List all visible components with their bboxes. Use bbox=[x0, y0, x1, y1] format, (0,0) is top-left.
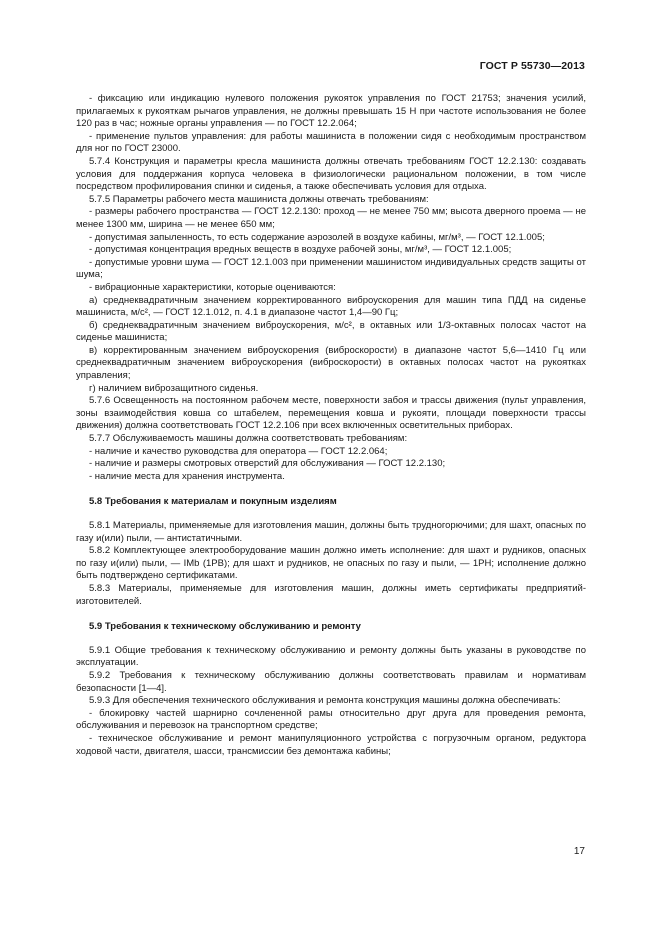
paragraph: - размеры рабочего пространства — ГОСТ 12.2.130: проход — не менее 750 мм; высота дверного проема — не менее 1300 мм, ширина — не менее 650 мм; bbox=[76, 206, 586, 230]
paragraph: - применение пультов управления: для работы машиниста в положении сидя с необходимым пространством для ног по ГОСТ 23000. bbox=[76, 130, 586, 155]
section-heading-5-9: 5.9 Требования к техническому обслуживанию и ремонту bbox=[89, 621, 361, 633]
paragraph: в) корректированным значением виброускорения (виброскорости) в диапазоне частот 5,6—1410 Гц или среднеквадратичным значением виброускорения (виброскорости) в октавных полосах частот на рукоятках управления; bbox=[76, 344, 586, 382]
paragraph: 5.7.6 Освещенность на постоянном рабочем месте, поверхности забоя и трассы движения (пульт управления, зоны взаимодействия ковша со штабелем, перемещения ковша и рукояти, площади поверхности трассы движения) должна соответствовать ГОСТ 12.2.106 при всех включенных осветительных приборах. bbox=[76, 395, 586, 432]
page-content bbox=[76, 93, 586, 758]
paragraph: 5.8.3 Материалы, применяемые для изготовления машин, должны иметь сертификаты предприятий-изготовителей. bbox=[76, 582, 586, 607]
paragraph: - наличие места для хранения инструмента. bbox=[89, 470, 285, 482]
paragraph: - допустимая запыленность, то есть содержание аэрозолей в воздухе кабины, мг/м³, — ГОСТ 12.1.005; bbox=[89, 231, 545, 243]
paragraph: - вибрационные характеристики, которые оцениваются: bbox=[89, 281, 336, 293]
paragraph: 5.7.4 Конструкция и параметры кресла машиниста должны отвечать требованиям ГОСТ 12.2.130: создавать условия для поддержания корпуса человека в физиологически рациональном положении, в том числе посредством профилирования спинки и сиденья, а также обеспечивать условия для отдыха. bbox=[76, 155, 586, 193]
paragraph: б) среднеквадратичным значением виброускорения, м/с², в октавных или 1/3-октавных полосах частот на сиденье машиниста; bbox=[76, 319, 586, 344]
paragraph: - наличие и размеры смотровых отверстий для обслуживания — ГОСТ 12.2.130; bbox=[89, 458, 446, 470]
paragraph: 5.9.3 Для обеспечения технического обслуживания и ремонта конструкция машины должна обеспечивать: bbox=[89, 695, 561, 707]
paragraph: - техническое обслуживание и ремонт манипуляционного устройства с погрузочным органом, редуктора ходовой части, двигателя, шасси, трансмиссии без демонтажа кабины; bbox=[76, 732, 586, 757]
paragraph: 5.9.2 Требования к техническому обслуживанию должны соответствовать правилам и нормативам безопасности [1—4]. bbox=[76, 669, 586, 694]
section-heading-5-8: 5.8 Требования к материалам и покупным изделиям bbox=[89, 496, 337, 508]
paragraph: - фиксацию или индикацию нулевого положения рукояток управления по ГОСТ 21753; значения усилий, прилагаемых к рукояткам рычагов управления, не должны превышать 15 Н при частоте использования не более 120 раз в час; ножные органы управления — по ГОСТ 12.2.064; bbox=[76, 93, 586, 130]
paragraph: - допустимые уровни шума — ГОСТ 12.1.003 при применении машинистом индивидуальных средств защиты от шума; bbox=[76, 256, 586, 281]
paragraph: а) среднеквадратичным значением корректированного виброускорения для машин типа ПДД на сиденье машиниста, м/с², — ГОСТ 12.1.012, п. 4.1 в диапазоне частот 1,4—90 Гц; bbox=[76, 294, 586, 319]
paragraph: 5.8.2 Комплектующее электрооборудование машин должно иметь исполнение: для шахт и рудников, опасных по газу и(или) пыли, — IMb (1РВ); для шахт и рудников, не опасных по газу и пыли, — 1РН; исполнение должно быть подтверждено сертификатами. bbox=[76, 545, 586, 582]
paragraph: 5.7.5 Параметры рабочего места машиниста должны отвечать требованиям: bbox=[89, 193, 429, 205]
paragraph: 5.9.1 Общие требования к техническому обслуживанию и ремонту должны быть указаны в руководстве по эксплуатации. bbox=[76, 644, 586, 669]
paragraph: - допустимая концентрация вредных веществ в воздухе рабочей зоны, мг/м³, — ГОСТ 12.1.005; bbox=[89, 244, 512, 256]
paragraph: - наличие и качество руководства для оператора — ГОСТ 12.2.064; bbox=[89, 445, 388, 457]
paragraph: г) наличием виброзащитного сиденья. bbox=[89, 382, 259, 394]
document-header: ГОСТ Р 55730—2013 bbox=[479, 60, 585, 72]
page-number: 17 bbox=[573, 846, 585, 857]
paragraph: - блокировку частей шарнирно сочлененной рамы относительно друг друга для проведения ремонта, обслуживания и перевозок на транспортном средстве; bbox=[76, 707, 586, 732]
paragraph: 5.7.7 Обслуживаемость машины должна соответствовать требованиям: bbox=[89, 433, 408, 445]
paragraph: 5.8.1 Материалы, применяемые для изготовления машин, должны быть трудногорючими; для шахт, опасных по газу и(или) пыли, — антистатичными. bbox=[76, 520, 586, 544]
